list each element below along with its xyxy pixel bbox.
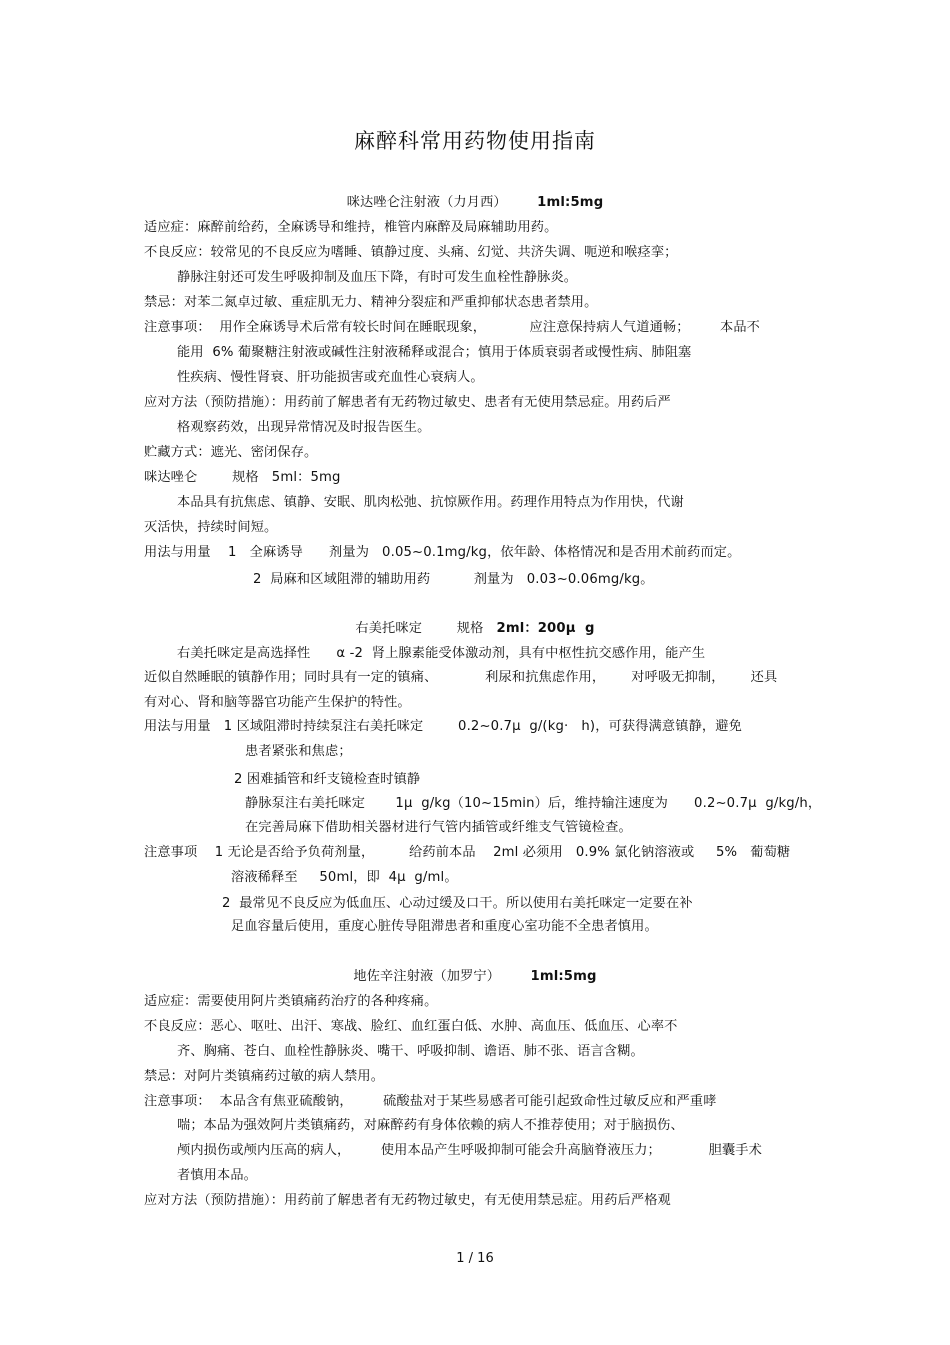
text-line: 右美托咪定是高选择性 α -2 肾上腺素能受体激动剂，具有中枢性抗交感作用，能产生 <box>177 646 706 661</box>
text-line: 2 困难插管和纤支镜检查时镇静 <box>234 772 421 787</box>
text-line: 注意事项： 本品含有焦亚硫酸钠， 硫酸盐对于某些易感者可能引起致命性过敏反应和严重哮 <box>144 1094 717 1109</box>
text-line: 静脉注射还可发生呼吸抑制及血压下降，有时可发生血栓性静脉炎。 <box>177 270 578 285</box>
text-line: 2 局麻和区域阻滞的辅助用药 剂量为 0.03~0.06mg/kg。 <box>253 572 654 587</box>
text-line: 适应症：需要使用阿片类镇痛药治疗的各种疼痛。 <box>144 994 438 1009</box>
text-line: 不良反应：恶心、呕吐、出汗、寒战、脸红、血红蛋白低、水肿、高血压、低血压、心率不 <box>144 1019 678 1034</box>
section-heading-spec: 2ml：200μ g <box>496 621 595 636</box>
section-heading-spec: 1ml:5mg <box>537 195 604 210</box>
text-line: 咪达唑仑 规格 5ml：5mg <box>144 470 341 485</box>
section-heading-name: 地佐辛注射液（加罗宁） <box>353 969 501 984</box>
section-heading-name: 右美托咪定 规格 <box>355 621 484 636</box>
text-line: 溶液稀释至 50ml，即 4μ g/ml。 <box>231 870 458 885</box>
text-line: 用法与用量 1 全麻诱导 剂量为 0.05~0.1mg/kg，依年龄、体格情况和是否用术前药而定。 <box>144 545 741 560</box>
text-line: 足血容量后使用，重度心脏传导阻滞患者和重度心室功能不全患者慎用。 <box>231 919 658 934</box>
text-line: 静脉泵注右美托咪定 1μ g/kg（10~15min）后，维持输注速度为 0.2~0.7μ g/kg/h， <box>245 796 822 811</box>
section-heading-dezocine <box>0 968 950 986</box>
text-line: 注意事项： 用作全麻诱导术后常有较长时间在睡眠现象， 应注意保持病人气道通畅； 本品不 <box>144 320 760 335</box>
section-heading-spec: 1ml:5mg <box>530 969 597 984</box>
text-line: 不良反应：较常见的不良反应为嗜睡、镇静过度、头痛、幻觉、共济失调、呃逆和喉痉挛； <box>144 245 678 260</box>
text-line: 近似自然睡眠的镇静作用；同时具有一定的镇痛、 利尿和抗焦虑作用， 对呼吸无抑制， 还具 <box>144 670 778 685</box>
text-line: 性疾病、慢性肾衰、肝功能损害或充血性心衰病人。 <box>177 370 484 385</box>
text-line: 能用 6% 葡聚糖注射液或碱性注射液稀释或混合；慎用于体质衰弱者或慢性病、肺阻塞 <box>177 345 692 360</box>
text-line: 禁忌：对阿片类镇痛药过敏的病人禁用。 <box>144 1069 385 1084</box>
text-line: 贮藏方式：遮光、密闭保存。 <box>144 445 318 460</box>
text-line: 有对心、肾和脑等器官功能产生保护的特性。 <box>144 695 411 710</box>
document-title: 麻醉科常用药物使用指南 <box>354 129 596 153</box>
text-line: 者慎用本品。 <box>177 1168 258 1183</box>
text-line: 应对方法（预防措施）：用药前了解患者有无药物过敏史，有无使用禁忌症。用药后严格观 <box>144 1193 671 1208</box>
text-line: 颅内损伤或颅内压高的病人， 使用本品产生呼吸抑制可能会升高脑脊液压力； 胆囊手术 <box>177 1143 762 1158</box>
text-line: 注意事项 1 无论是否给予负荷剂量， 给药前本品 2ml 必须用 0.9% 氯化钠溶液或 5% 葡萄糖 <box>144 845 791 860</box>
text-line: 2 最常见不良反应为低血压、心动过缓及口干。所以使用右美托咪定一定要在补 <box>222 896 693 911</box>
text-line: 灭活快，持续时间短。 <box>144 520 278 535</box>
text-line: 喘；本品为强效阿片类镇痛药，对麻醉药有身体依赖的病人不推荐使用；对于脑损伤、 <box>177 1118 684 1133</box>
text-line: 用法与用量 1 区域阻滞时持续泵注右美托咪定 0.2~0.7μ g/(kg· h)，可获得满意镇静，避免 <box>144 719 742 734</box>
text-line: 患者紧张和焦虑； <box>245 744 352 759</box>
section-heading-midazolam <box>0 194 950 212</box>
section-heading-name: 咪达唑仑注射液（力月西） <box>346 195 507 210</box>
text-line: 应对方法（预防措施）：用药前了解患者有无药物过敏史、患者有无使用禁忌症。用药后严 <box>144 395 671 410</box>
text-line: 格观察药效，出现异常情况及时报告医生。 <box>177 420 431 435</box>
text-line: 本品具有抗焦虑、镇静、安眠、肌肉松弛、抗惊厥作用。药理作用特点为作用快，代谢 <box>177 495 684 510</box>
section-heading-dexmedetomidine <box>0 620 950 638</box>
text-line: 齐、胸痛、苍白、血栓性静脉炎、嘴干、呼吸抑制、谵语、肺不张、语言含糊。 <box>177 1044 644 1059</box>
text-line: 适应症：麻醉前给药，全麻诱导和维持，椎管内麻醉及局麻辅助用药。 <box>144 220 558 235</box>
text-line: 禁忌：对苯二氮卓过敏、重症肌无力、精神分裂症和严重抑郁状态患者禁用。 <box>144 295 598 310</box>
text-line: 在完善局麻下借助相关器材进行气管内插管或纤维支气管镜检查。 <box>245 820 632 835</box>
page-number: 1 / 16 <box>456 1251 494 1266</box>
